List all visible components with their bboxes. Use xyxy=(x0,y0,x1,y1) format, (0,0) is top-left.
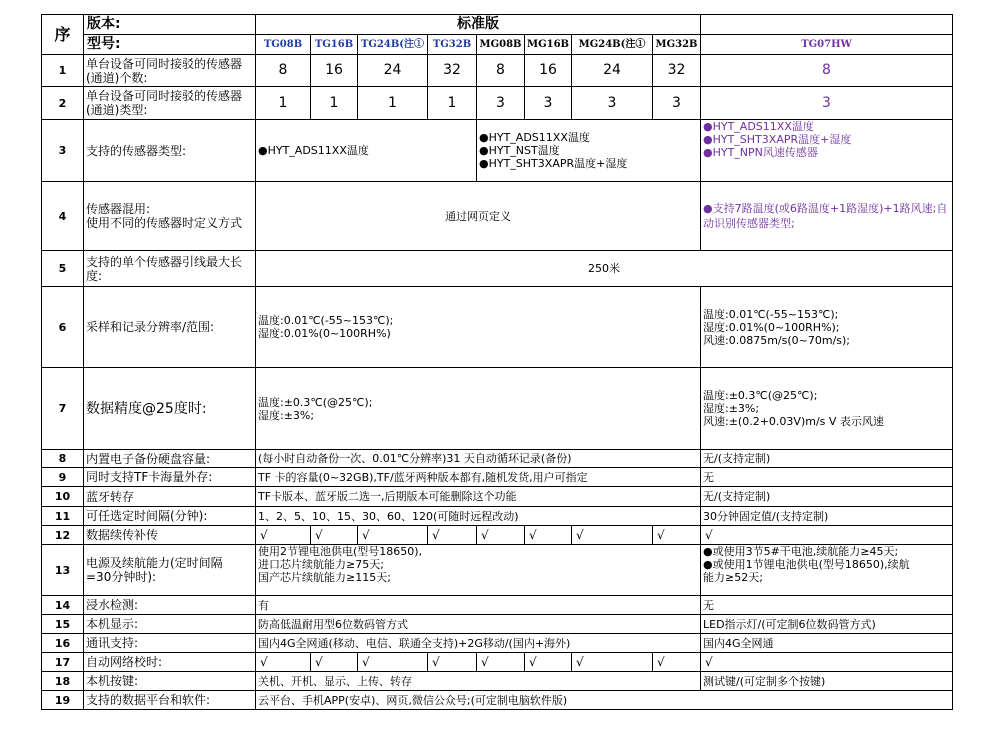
hw-value xyxy=(701,545,953,596)
std-value: 关机、开机、显示、上传、转存 xyxy=(256,672,701,691)
row-label: 通讯支持: xyxy=(84,634,256,653)
cell-value: 3 xyxy=(572,87,653,120)
std-value: 防高低温耐用型6位数码管方式 xyxy=(256,615,701,634)
model-tg07hw: TG07HW xyxy=(701,35,953,55)
std-value xyxy=(256,287,701,368)
table-row xyxy=(42,507,953,526)
check-mark: √ xyxy=(572,653,653,672)
table-row xyxy=(42,182,953,251)
table-row xyxy=(42,487,953,507)
sensor-type-item: ●HYT_ADS11XX温度 xyxy=(479,131,590,144)
table-row xyxy=(42,672,953,691)
model-label: 型号: xyxy=(84,35,256,55)
table-row xyxy=(42,450,953,468)
value-line: 风速:±(0.2+0.03V)m/s V 表示风速 xyxy=(703,415,884,428)
cell-value: 1 xyxy=(311,87,358,120)
check-mark: √ xyxy=(358,526,428,545)
sensor-type-item: ●HYT_ADS11XX温度 xyxy=(703,120,814,133)
check-mark: √ xyxy=(428,526,477,545)
cell-value: 24 xyxy=(572,55,653,87)
header-row-model xyxy=(42,35,953,55)
check-mark: √ xyxy=(311,653,358,672)
hw-value: 无 xyxy=(701,596,953,615)
max-wire-length: 250米 xyxy=(256,251,953,287)
value-line: 湿度:±3%; xyxy=(258,408,315,422)
model-tg08b: TG08B xyxy=(256,35,311,55)
row-label: 浸水检测: xyxy=(84,596,256,615)
cell-value: 16 xyxy=(525,55,572,87)
value-line: 湿度:0.01%(0~100RH%); xyxy=(703,320,840,334)
row-seq: 4 xyxy=(42,182,84,251)
cell-value: 24 xyxy=(358,55,428,87)
value-line: 湿度:0.01%(0~100RH%) xyxy=(258,327,391,340)
platform-value: 云平台、手机APP(安卓)、网页,微信公众号;(可定制电脑软件版) xyxy=(256,691,953,710)
row-seq: 10 xyxy=(42,487,84,507)
check-mark: √ xyxy=(256,653,311,672)
hw-sensor-types xyxy=(701,120,953,182)
table-row xyxy=(42,120,953,182)
cell-value: 1 xyxy=(428,87,477,120)
hw-value: 无/(支持定制) xyxy=(701,487,953,507)
table-row xyxy=(42,615,953,634)
sensor-type-item: ●HYT_SHT3XAPR温度+湿度 xyxy=(479,157,628,170)
model-mg24b: MG24B(注① xyxy=(572,35,653,55)
hw-value: ●支持7路温度(或6路温度+1路湿度)+1路风速;自动识别传感器类型; xyxy=(701,182,953,251)
row-seq: 8 xyxy=(42,450,84,468)
hw-value: 无 xyxy=(701,468,953,487)
std-value xyxy=(256,368,701,450)
value-line: ●或使用1节锂电池供电(型号18650),续航 xyxy=(703,558,910,571)
row-seq: 18 xyxy=(42,672,84,691)
std-value: 有 xyxy=(256,596,701,615)
std-value: 1、2、5、10、15、30、60、120(可随时远程改动) xyxy=(256,507,701,526)
row-seq: 3 xyxy=(42,120,84,182)
sensor-type-item: ●HYT_SHT3XAPR温度+湿度 xyxy=(703,133,852,146)
hw-value: 30分钟固定值/(支持定制) xyxy=(701,507,953,526)
check-mark: √ xyxy=(428,653,477,672)
hw-value: 无/(支持定制) xyxy=(701,450,953,468)
hw-value: LED指示灯/(可定制6位数码管方式) xyxy=(701,615,953,634)
row-label xyxy=(84,182,256,251)
check-mark: √ xyxy=(525,526,572,545)
table-row xyxy=(42,596,953,615)
row-label: 支持的单个传感器引线最大长度: xyxy=(84,251,256,287)
table-row xyxy=(42,55,953,87)
cell-value: 16 xyxy=(311,55,358,87)
row-label: 数据精度@25度时: xyxy=(84,368,256,450)
cell-value: 1 xyxy=(358,87,428,120)
row-label xyxy=(84,545,256,596)
std-value: TF卡版本、蓝牙版二选一,后期版本可能删除这个功能 xyxy=(256,487,701,507)
std-value: 通过网页定义 xyxy=(256,182,701,251)
hw-value: 国内4G全网通 xyxy=(701,634,953,653)
mg-sensor-types xyxy=(477,120,701,182)
sensor-type-item: ●HYT_NST温度 xyxy=(479,144,560,157)
row-label: 内置电子备份硬盘容量: xyxy=(84,450,256,468)
value-line: 能力≥52天; xyxy=(703,571,763,584)
model-mg16b: MG16B xyxy=(525,35,572,55)
cell-value: 3 xyxy=(525,87,572,120)
row-label: 数据续传补传 xyxy=(84,526,256,545)
row-label: 采样和记录分辨率/范围: xyxy=(84,287,256,368)
value-line: 国产芯片续航能力≥115天; xyxy=(258,571,391,584)
hw-value xyxy=(701,368,953,450)
model-mg32b: MG32B xyxy=(653,35,701,55)
cell-value: 8 xyxy=(477,55,525,87)
check-mark: √ xyxy=(477,653,525,672)
value-line: 温度:±0.3℃(@25℃); xyxy=(258,395,373,409)
table-row xyxy=(42,653,953,672)
model-tg32b: TG32B xyxy=(428,35,477,55)
row-seq: 6 xyxy=(42,287,84,368)
row-label-line: 使用不同的传感器时定义方式 xyxy=(86,216,243,230)
row-seq: 13 xyxy=(42,545,84,596)
check-mark: √ xyxy=(477,526,525,545)
std-value xyxy=(256,545,701,596)
check-mark: √ xyxy=(256,526,311,545)
row-seq: 19 xyxy=(42,691,84,710)
standard-version-header: 标准版 xyxy=(256,15,701,35)
check-mark: √ xyxy=(653,526,701,545)
table-row xyxy=(42,468,953,487)
table-row xyxy=(42,691,953,710)
check-mark: √ xyxy=(358,653,428,672)
row-seq: 16 xyxy=(42,634,84,653)
check-mark: √ xyxy=(701,653,953,672)
cell-value: 32 xyxy=(653,55,701,87)
table-row xyxy=(42,251,953,287)
spec-table xyxy=(41,14,953,710)
row-label: 可任选定时间隔(分钟): xyxy=(84,507,256,526)
row-seq: 7 xyxy=(42,368,84,450)
check-mark: √ xyxy=(311,526,358,545)
row-label: 单台设备可同时接驳的传感器(通道)个数: xyxy=(84,55,256,87)
table-row xyxy=(42,368,953,450)
value-line: 湿度:±3%; xyxy=(703,402,760,415)
table-row xyxy=(42,545,953,596)
row-label: 同时支持TF卡海量外存: xyxy=(84,468,256,487)
row-label-line: =30分钟时): xyxy=(86,570,157,584)
table-row xyxy=(42,287,953,368)
row-seq: 17 xyxy=(42,653,84,672)
row-seq: 11 xyxy=(42,507,84,526)
row-label: 支持的传感器类型: xyxy=(84,120,256,182)
value-line: 风速:0.0875m/s(0~70m/s); xyxy=(703,333,851,347)
row-label: 本机按键: xyxy=(84,672,256,691)
sensor-type-item: ●HYT_NPN风速传感器 xyxy=(703,146,818,159)
std-value: (每小时自动备份一次、0.01℃分辨率)31 天自动循环记录(备份) xyxy=(256,450,701,468)
hw-value: 测试键/(可定制多个按键) xyxy=(701,672,953,691)
cell-value: 32 xyxy=(428,55,477,87)
row-seq: 9 xyxy=(42,468,84,487)
cell-value: 3 xyxy=(477,87,525,120)
model-tg24b: TG24B(注① xyxy=(358,35,428,55)
value-line: 温度:0.01℃(-55~153℃); xyxy=(258,314,394,327)
cell-value: 8 xyxy=(256,55,311,87)
hw-value xyxy=(701,287,953,368)
std-value: TF 卡的容量(0~32GB),TF/蓝牙两种版本都有,随机发货,用户可指定 xyxy=(256,468,701,487)
value-line: ●或使用3节5#干电池,续航能力≥45天; xyxy=(703,545,899,558)
cell-value: 3 xyxy=(653,87,701,120)
version-label: 版本: xyxy=(84,15,256,35)
tg-sensor-types: ●HYT_ADS11XX温度 xyxy=(256,120,477,182)
check-mark: √ xyxy=(701,526,953,545)
hw-version-header xyxy=(701,15,953,35)
check-mark: √ xyxy=(525,653,572,672)
row-label: 单台设备可同时接驳的传感器(通道)类型: xyxy=(84,87,256,120)
value-line: 温度:±0.3℃(@25℃); xyxy=(703,389,818,402)
table-row xyxy=(42,87,953,120)
cell-value-hw: 3 xyxy=(701,87,953,120)
row-label: 蓝牙转存 xyxy=(84,487,256,507)
cell-value-hw: 8 xyxy=(701,55,953,87)
check-mark: √ xyxy=(572,526,653,545)
value-line: 使用2节锂电池供电(型号18650), xyxy=(258,545,423,558)
table-row xyxy=(42,634,953,653)
row-seq: 2 xyxy=(42,87,84,120)
row-seq: 15 xyxy=(42,615,84,634)
row-seq: 12 xyxy=(42,526,84,545)
seq-header: 序 xyxy=(42,15,84,55)
value-line: 进口芯片续航能力≥75天; xyxy=(258,558,384,571)
row-label: 自动网络校时: xyxy=(84,653,256,672)
row-label: 支持的数据平台和软件: xyxy=(84,691,256,710)
model-tg16b: TG16B xyxy=(311,35,358,55)
table-row xyxy=(42,526,953,545)
cell-value: 1 xyxy=(256,87,311,120)
check-mark: √ xyxy=(653,653,701,672)
value-line: 温度:0.01℃(-55~153℃); xyxy=(703,307,839,321)
std-value: 国内4G全网通(移动、电信、联通全支持)+2G移动/(国内+海外) xyxy=(256,634,701,653)
row-seq: 1 xyxy=(42,55,84,87)
model-mg08b: MG08B xyxy=(477,35,525,55)
row-label-line: 传感器混用: xyxy=(86,202,151,216)
row-seq: 5 xyxy=(42,251,84,287)
row-label: 本机显示: xyxy=(84,615,256,634)
row-label-line: 电源及续航能力(定时间隔 xyxy=(86,556,223,570)
row-seq: 14 xyxy=(42,596,84,615)
header-row-version xyxy=(42,15,953,35)
